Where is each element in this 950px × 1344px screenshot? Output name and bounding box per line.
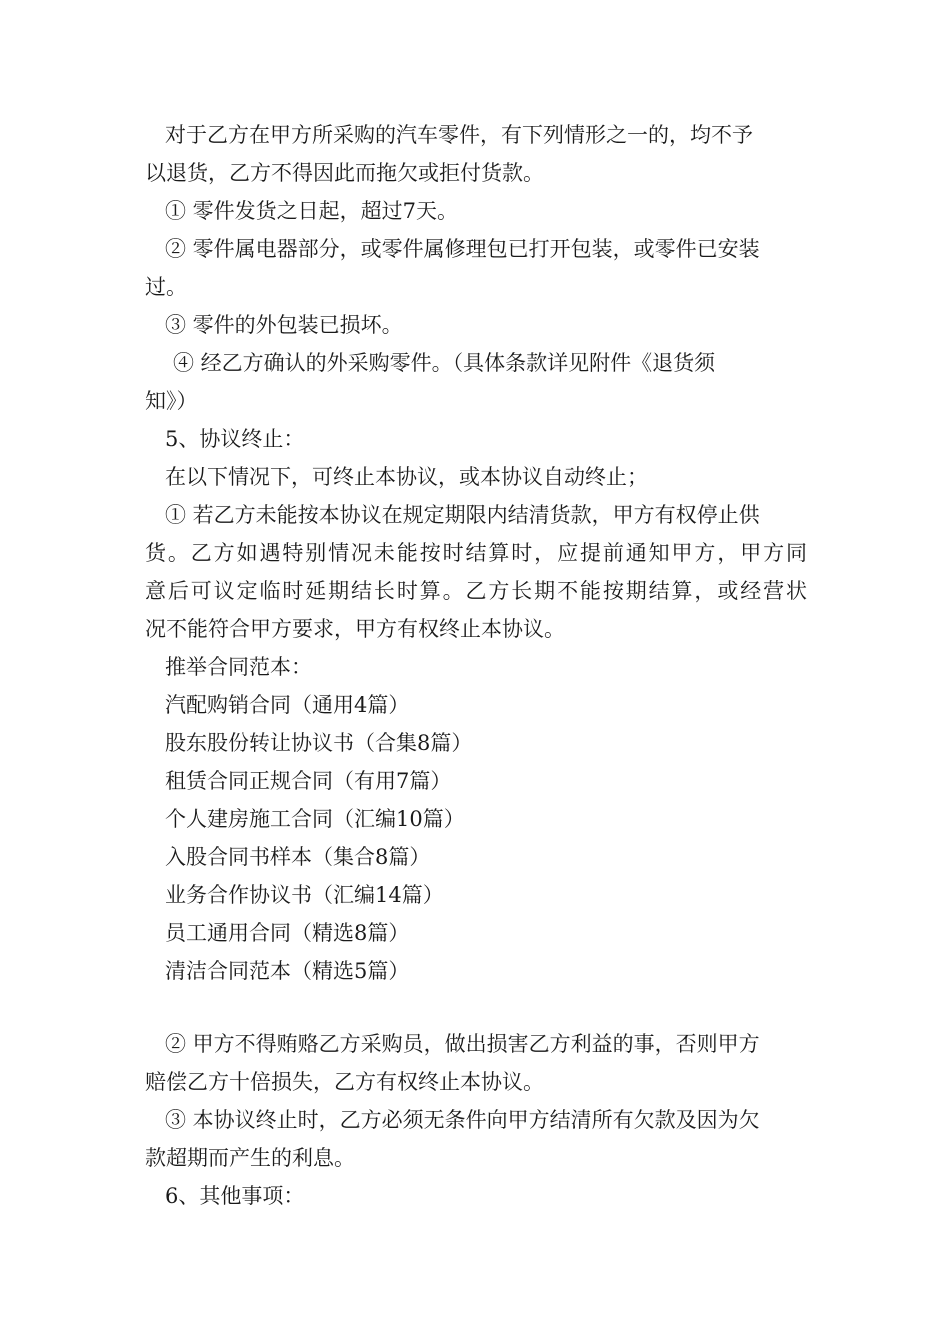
- list-item: ④ 经乙方确认的外采购零件。（具体条款详见附件《退货须: [173, 351, 716, 375]
- recommend-title: 推举合同范本：: [165, 655, 312, 679]
- recommend-link[interactable]: 员工通用合同（精选8篇）: [165, 921, 410, 945]
- paragraph-line: 款超期而产生的利息。: [145, 1146, 355, 1170]
- paragraph-line: 意后可议定临时延期结长时算。乙方长期不能按期结算，或经营状: [145, 579, 807, 603]
- paragraph-line: 在以下情况下，可终止本协议，或本协议自动终止；: [165, 465, 648, 489]
- recommend-link[interactable]: 清洁合同范本（精选5篇）: [165, 959, 410, 983]
- recommend-link[interactable]: 业务合作协议书（汇编14篇）: [165, 883, 444, 907]
- list-item: ① 零件发货之日起，超过7天。: [165, 199, 459, 223]
- section-heading: 6、其他事项：: [165, 1184, 305, 1208]
- recommend-link[interactable]: 股东股份转让协议书（合集8篇）: [165, 731, 473, 755]
- list-item: ② 零件属电器部分，或零件属修理包已打开包装，或零件已安装: [165, 237, 760, 261]
- recommend-link[interactable]: 汽配购销合同（通用4篇）: [165, 693, 410, 717]
- paragraph-line: 赔偿乙方十倍损失，乙方有权终止本协议。: [145, 1070, 544, 1094]
- paragraph-line: 况不能符合甲方要求，甲方有权终止本协议。: [145, 617, 565, 641]
- list-item: ① 若乙方未能按本协议在规定期限内结清货款，甲方有权停止供: [165, 503, 760, 527]
- list-item: ③ 本协议终止时，乙方必须无条件向甲方结清所有欠款及因为欠: [165, 1108, 760, 1132]
- list-item: ② 甲方不得贿赂乙方采购员，做出损害乙方利益的事，否则甲方: [165, 1032, 760, 1056]
- paragraph-line: 知》）: [145, 389, 198, 413]
- recommend-link[interactable]: 个人建房施工合同（汇编10篇）: [165, 807, 465, 831]
- paragraph-line: 以退货，乙方不得因此而拖欠或拒付货款。: [145, 161, 544, 185]
- list-item: ③ 零件的外包装已损坏。: [165, 313, 403, 337]
- paragraph-line: 货。乙方如遇特别情况未能按时结算时，应提前通知甲方，甲方同: [145, 541, 807, 565]
- recommend-link[interactable]: 入股合同书样本（集合8篇）: [165, 845, 431, 869]
- paragraph-line: 过。: [145, 275, 187, 299]
- recommend-link[interactable]: 租赁合同正规合同（有用7篇）: [165, 769, 452, 793]
- paragraph-line: 对于乙方在甲方所采购的汽车零件，有下列情形之一的，均不予: [165, 123, 753, 147]
- section-heading: 5、协议终止：: [165, 427, 305, 451]
